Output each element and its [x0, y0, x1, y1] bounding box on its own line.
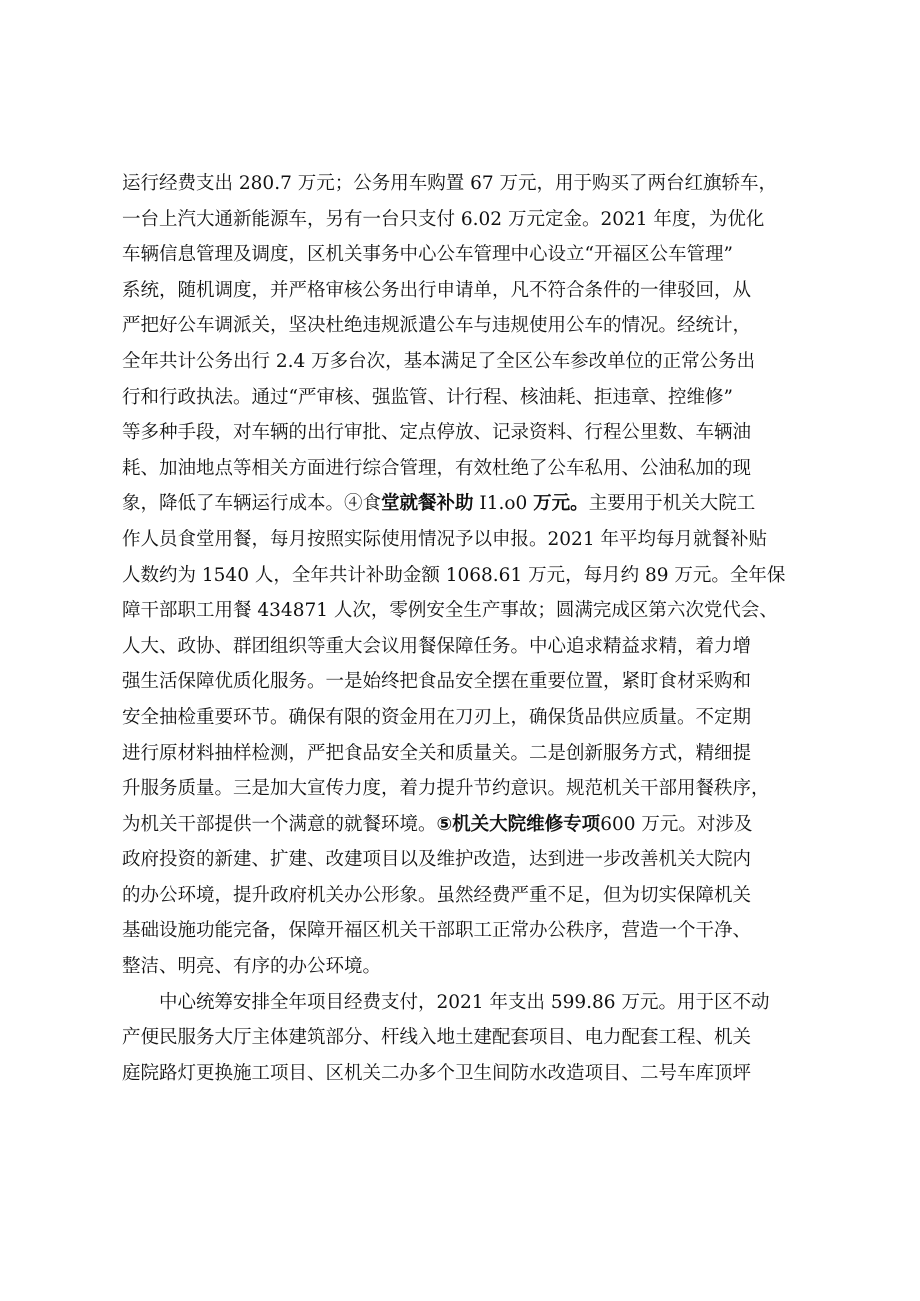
text-line: 强生活保障优质化服务。一是始终把食品安全摆在重要位置，紧盯食材采购和	[122, 671, 752, 693]
text-line: 中心统筹安排全年项目经费支付，2021 年支出 599.86 万元。用于区不动	[122, 991, 770, 1013]
text-segment: 600 万元。对涉及	[600, 813, 753, 835]
text-line: 人大、政协、群团组织等重大会议用餐保障任务。中心追求精益求精，着力增	[122, 635, 752, 657]
text-line: 障干部职工用餐 434871 人次，零例安全生产事故；圆满完成区第六次党代会、	[122, 600, 778, 622]
text-line: 产便民服务大厅主体建筑部分、杆线入地土建配套项目、电力配套工程、机关	[122, 1027, 752, 1049]
text-line: 一台上汽大通新能源车，另有一台只支付 6.02 万元定金。2021 年度，为优化	[122, 208, 765, 230]
text-segment: 为机关干部提供一个满意的就餐环境。	[122, 813, 437, 835]
text-line: 运行经费支出 280.7 万元；公务用车购置 67 万元，用于购买了两台红旗轿车，	[122, 173, 778, 194]
text-line-canteen-subsidy	[122, 486, 812, 522]
text-line: 政府投资的新建、扩建、改建项目以及维护改造，达到进一步改善机关大院内	[122, 849, 752, 871]
paragraph-1	[122, 166, 812, 985]
text-line: 耗、加油地点等相关方面进行综合管理，有效杜绝了公车私用、公油私加的现	[122, 457, 752, 479]
text-line: 系统，随机调度，并严格审核公务出行申请单，凡不符合条件的一律驳回，从	[122, 279, 752, 301]
canteen-subsidy-heading: 堂就餐补助	[381, 493, 474, 515]
text-line: 进行原材料抽样检测，严把食品安全关和质量关。二是创新服务方式，精细提	[122, 742, 752, 764]
text-line: 作人员食堂用餐，每月按照实际使用情况予以申报。2021 年平均每月就餐补贴	[122, 528, 767, 550]
canteen-subsidy-amount: I1.o0	[473, 493, 534, 515]
text-line: 严把好公车调派关，坚决杜绝违规派遣公车与违规使用公车的情况。经统计，	[122, 315, 752, 337]
canteen-subsidy-unit: 万元。	[533, 493, 589, 515]
text-line: 整洁、明亮、有序的办公环境。	[122, 956, 382, 978]
text-segment: 主要用于机关大院工	[588, 493, 756, 515]
text-line: 全年共计公务出行 2.4 万多台次，基本满足了全区公车参改单位的正常公务出	[122, 350, 756, 372]
maintenance-project-heading: ⑤机关大院维修专项	[436, 813, 601, 835]
text-line: 安全抽检重要环节。确保有限的资金用在刀刃上，确保货品供应质量。不定期	[122, 706, 752, 728]
text-line: 人数约为 1540 人，全年共计补助金额 1068.61 万元，每月约 89 万元。全年保	[122, 564, 786, 586]
text-line: 的办公环境，提升政府机关办公形象。虽然经费严重不足，但为切实保障机关	[122, 884, 752, 906]
text-line: 基础设施功能完备，保障开福区机关干部职工正常办公秩序，营造一个干净、	[122, 920, 752, 942]
text-segment: 象，降低了车辆运行成本。④食	[122, 493, 382, 515]
text-line: 庭院路灯更换施工项目、区机关二办多个卫生间防水改造项目、二号车库顶坪	[122, 1062, 752, 1084]
paragraph-2	[122, 985, 812, 1092]
document-page	[122, 166, 812, 1091]
text-line: 等多种手段，对车辆的出行审批、定点停放、记录资料、行程公里数、车辆油	[122, 422, 752, 444]
text-line: 车辆信息管理及调度，区机关事务中心公车管理中心设立“开福区公车管理”	[122, 244, 733, 266]
text-line: 行和行政执法。通过“严审核、强监管、计行程、核油耗、拒违章、控维修”	[122, 386, 733, 408]
text-line: 升服务质量。三是加大宣传力度，着力提升节约意识。规范机关干部用餐秩序，	[122, 778, 770, 800]
text-line-maintenance	[122, 807, 812, 843]
